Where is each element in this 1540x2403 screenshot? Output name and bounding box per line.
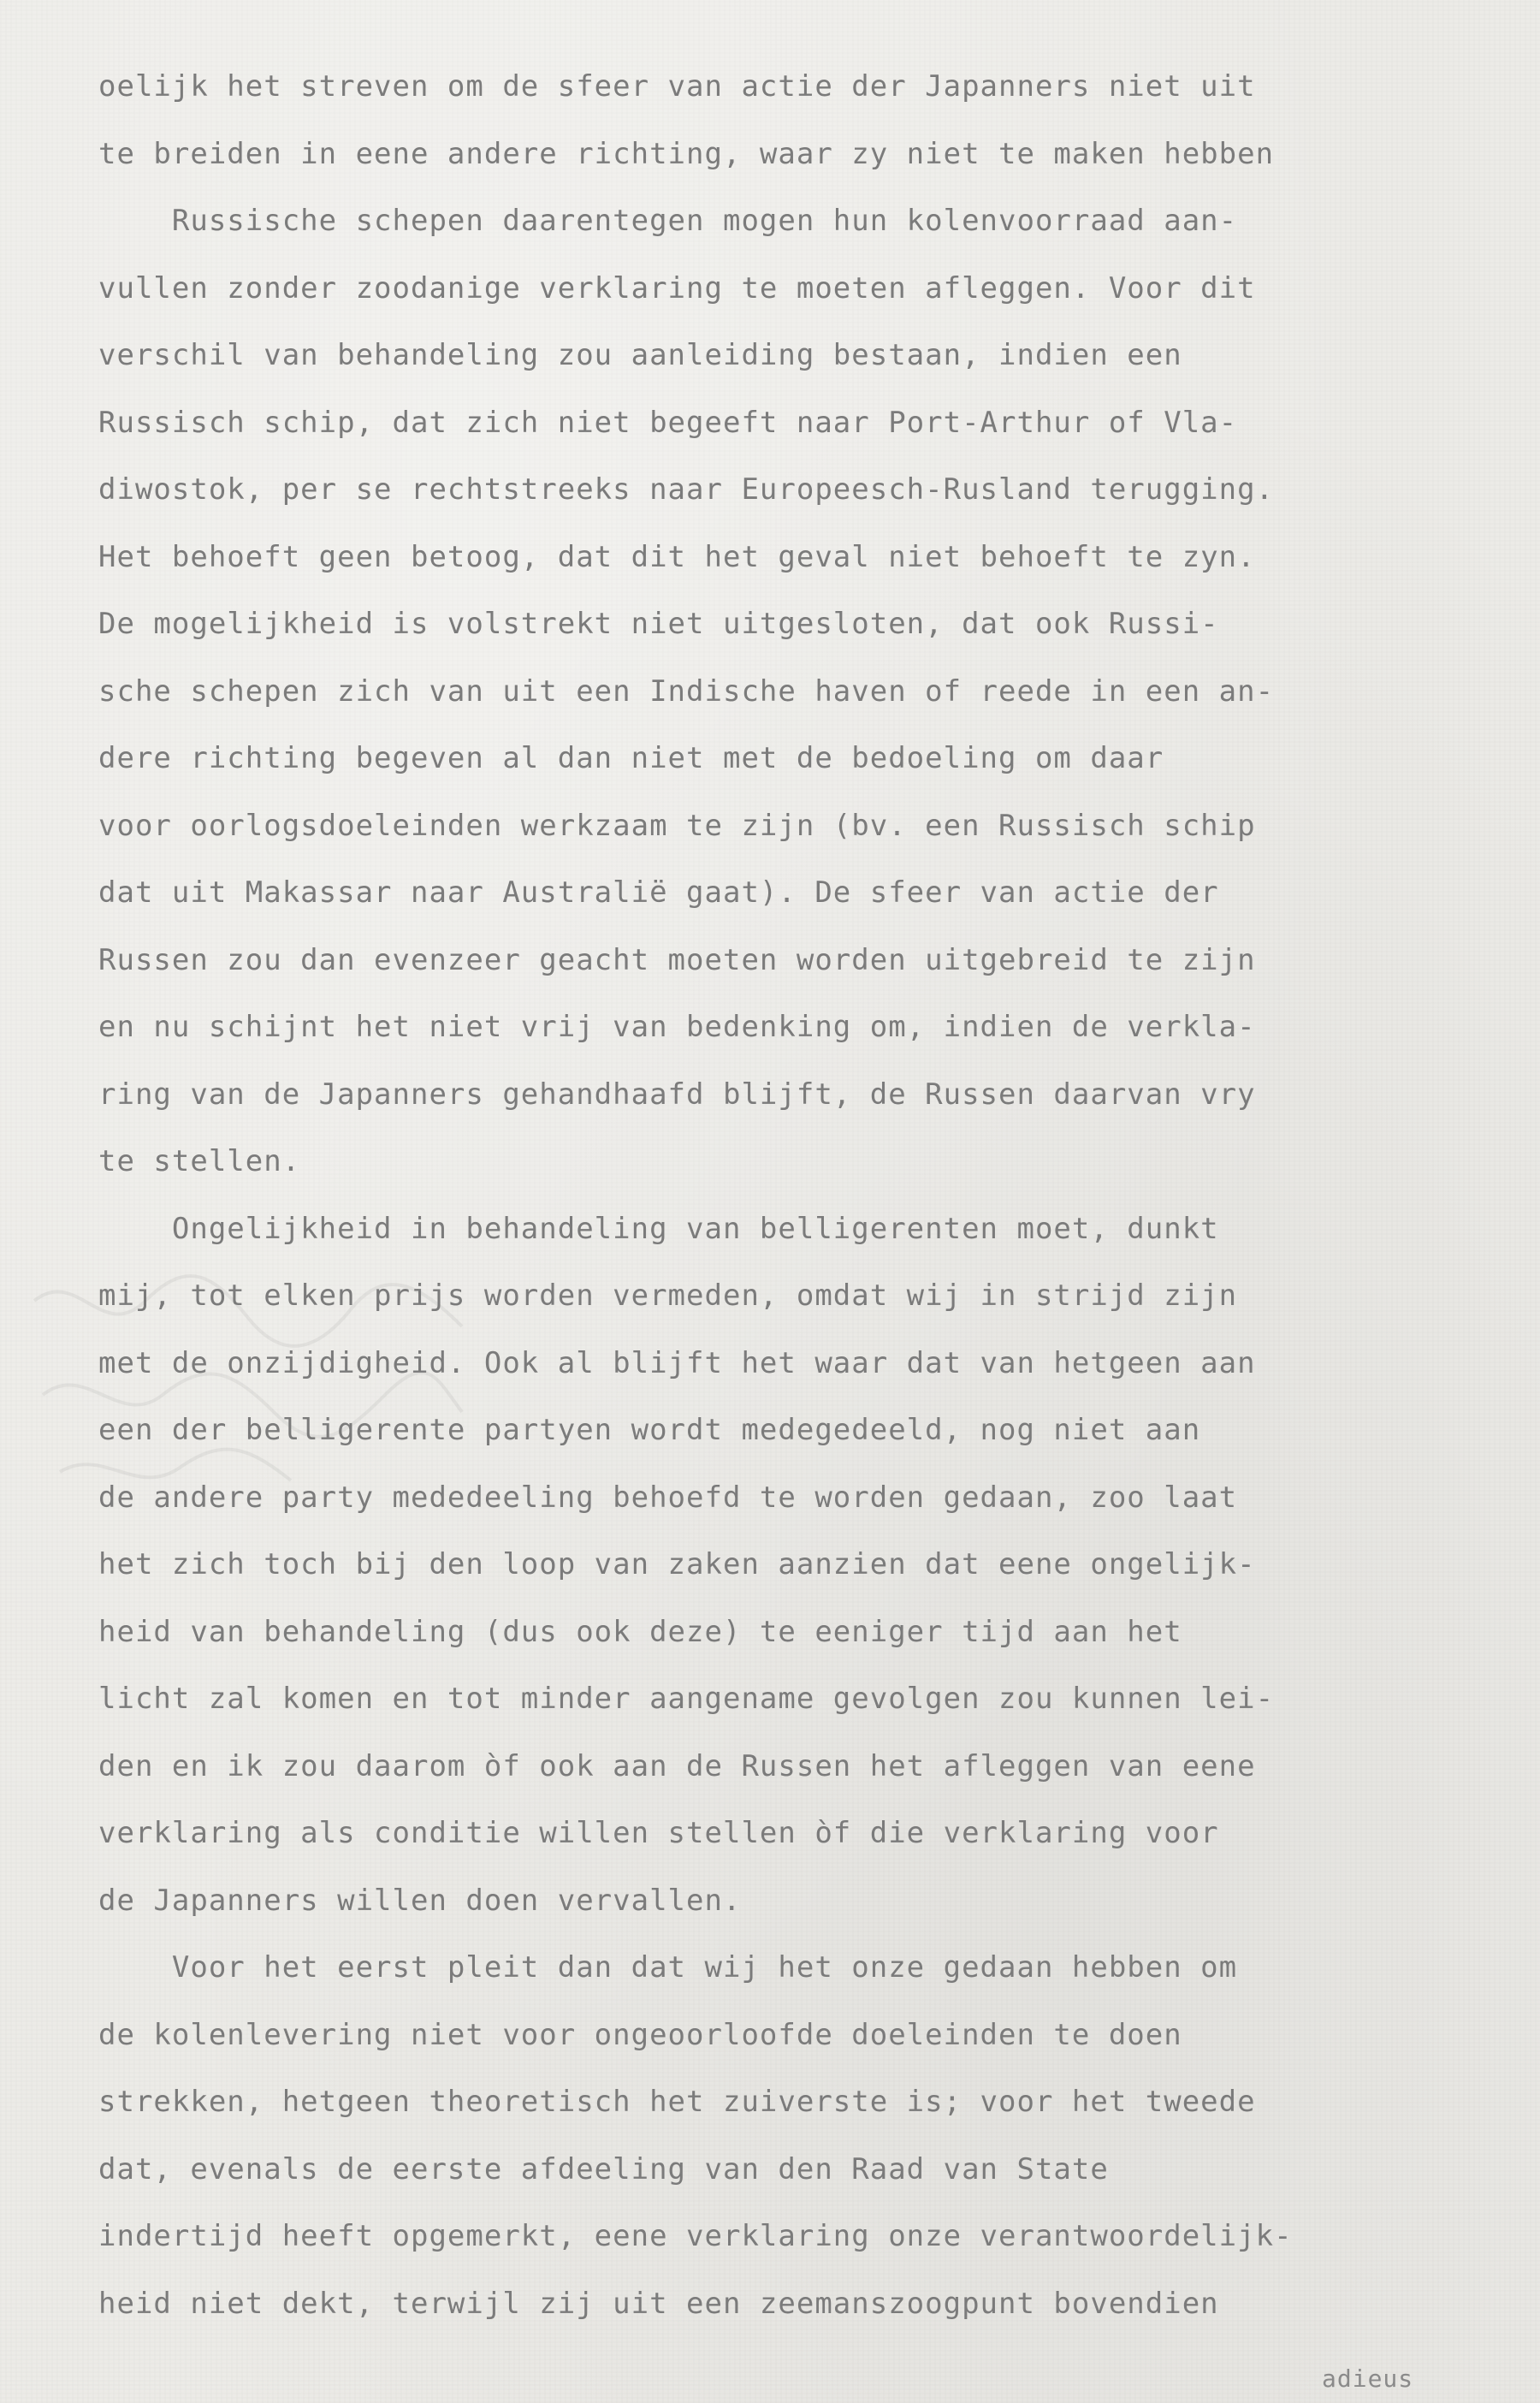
text-line: ring van de Japanners gehandhaafd blijft, de Russen daarvan vry — [98, 1077, 1256, 1112]
text-line: met de onzijdigheid. Ook al blijft het waar dat van hetgeen aan — [98, 1345, 1256, 1380]
text-line: sche schepen zich van uit een Indische haven of reede in een an- — [98, 673, 1275, 709]
text-line: verschil van behandeling zou aanleiding bestaan, indien een — [98, 338, 1182, 372]
catchword: adieus — [1322, 2366, 1414, 2392]
text-line: de Japanners willen doen vervallen. — [98, 1883, 742, 1918]
text-line: den en ik zou daarom òf ook aan de Russen het afleggen van eene — [98, 1748, 1256, 1783]
text-line: te breiden in eene andere richting, waar zy niet te maken hebben — [98, 136, 1275, 171]
text-line: het zich toch bij den loop van zaken aanzien dat eene ongelijk- — [98, 1547, 1256, 1581]
text-line: diwostok, per se rechtstreeks naar Europeesch-Rusland terugging. — [98, 472, 1275, 507]
text-line: heid niet dekt, terwijl zij uit een zeemanszoogpunt bovendien — [98, 2286, 1219, 2321]
text-line: dere richting begeven al dan niet met de bedoeling om daar — [98, 741, 1164, 775]
typed-text-block — [98, 53, 1476, 2337]
text-line: de kolenlevering niet voor ongeoorloofde doeleinden te doen — [98, 2017, 1182, 2052]
text-line: strekken, hetgeen theoretisch het zuiverste is; voor het tweede — [98, 2085, 1256, 2119]
text-line: vullen zonder zoodanige verklaring te moeten afleggen. Voor dit — [98, 270, 1256, 306]
text-line: een der belligerente partyen wordt medegedeeld, nog niet aan — [98, 1413, 1201, 1447]
text-line: mij, tot elken prijs worden vermeden, omdat wij in strijd zijn — [98, 1279, 1238, 1313]
text-line: de andere party mededeeling behoefd te worden gedaan, zoo laat — [98, 1480, 1238, 1515]
text-line: en nu schijnt het niet vrij van bedenking om, indien de verkla- — [98, 1010, 1256, 1044]
text-line: indertijd heeft opgemerkt, eene verklaring onze verantwoordelijk- — [98, 2219, 1293, 2253]
text-line: verklaring als conditie willen stellen òf die verklaring voor — [98, 1816, 1219, 1850]
text-line: Voor het eerst pleit dan dat wij het onze gedaan hebben om — [98, 1950, 1238, 1985]
text-line: dat uit Makassar naar Australië gaat). De sfeer van actie der — [98, 875, 1219, 910]
text-line: te stellen. — [98, 1144, 301, 1178]
text-line: Russisch schip, dat zich niet begeeft naar Port-Arthur of Vla- — [98, 405, 1238, 440]
text-line: oelijk het streven om de sfeer van actie der Japanners niet uit — [98, 69, 1256, 104]
text-line: voor oorlogsdoeleinden werkzaam te zijn (bv. een Russisch schip — [98, 808, 1256, 843]
text-line: dat, evenals de eerste afdeeling van den Raad van State — [98, 2151, 1109, 2186]
text-line: Russen zou dan evenzeer geacht moeten worden uitgebreid te zijn — [98, 942, 1256, 977]
text-line: Het behoeft geen betoog, dat dit het geval niet behoeft te zyn. — [98, 539, 1256, 574]
text-line: De mogelijkheid is volstrekt niet uitgesloten, dat ook Russi- — [98, 607, 1219, 641]
text-line: heid van behandeling (dus ook deze) te eeniger tijd aan het — [98, 1614, 1182, 1649]
text-line: Russische schepen daarentegen mogen hun kolenvoorraad aan- — [98, 204, 1238, 238]
text-line: Ongelijkheid in behandeling van belligerenten moet, dunkt — [98, 1211, 1219, 1246]
text-line: licht zal komen en tot minder aangename gevolgen zou kunnen lei- — [98, 1682, 1275, 1716]
